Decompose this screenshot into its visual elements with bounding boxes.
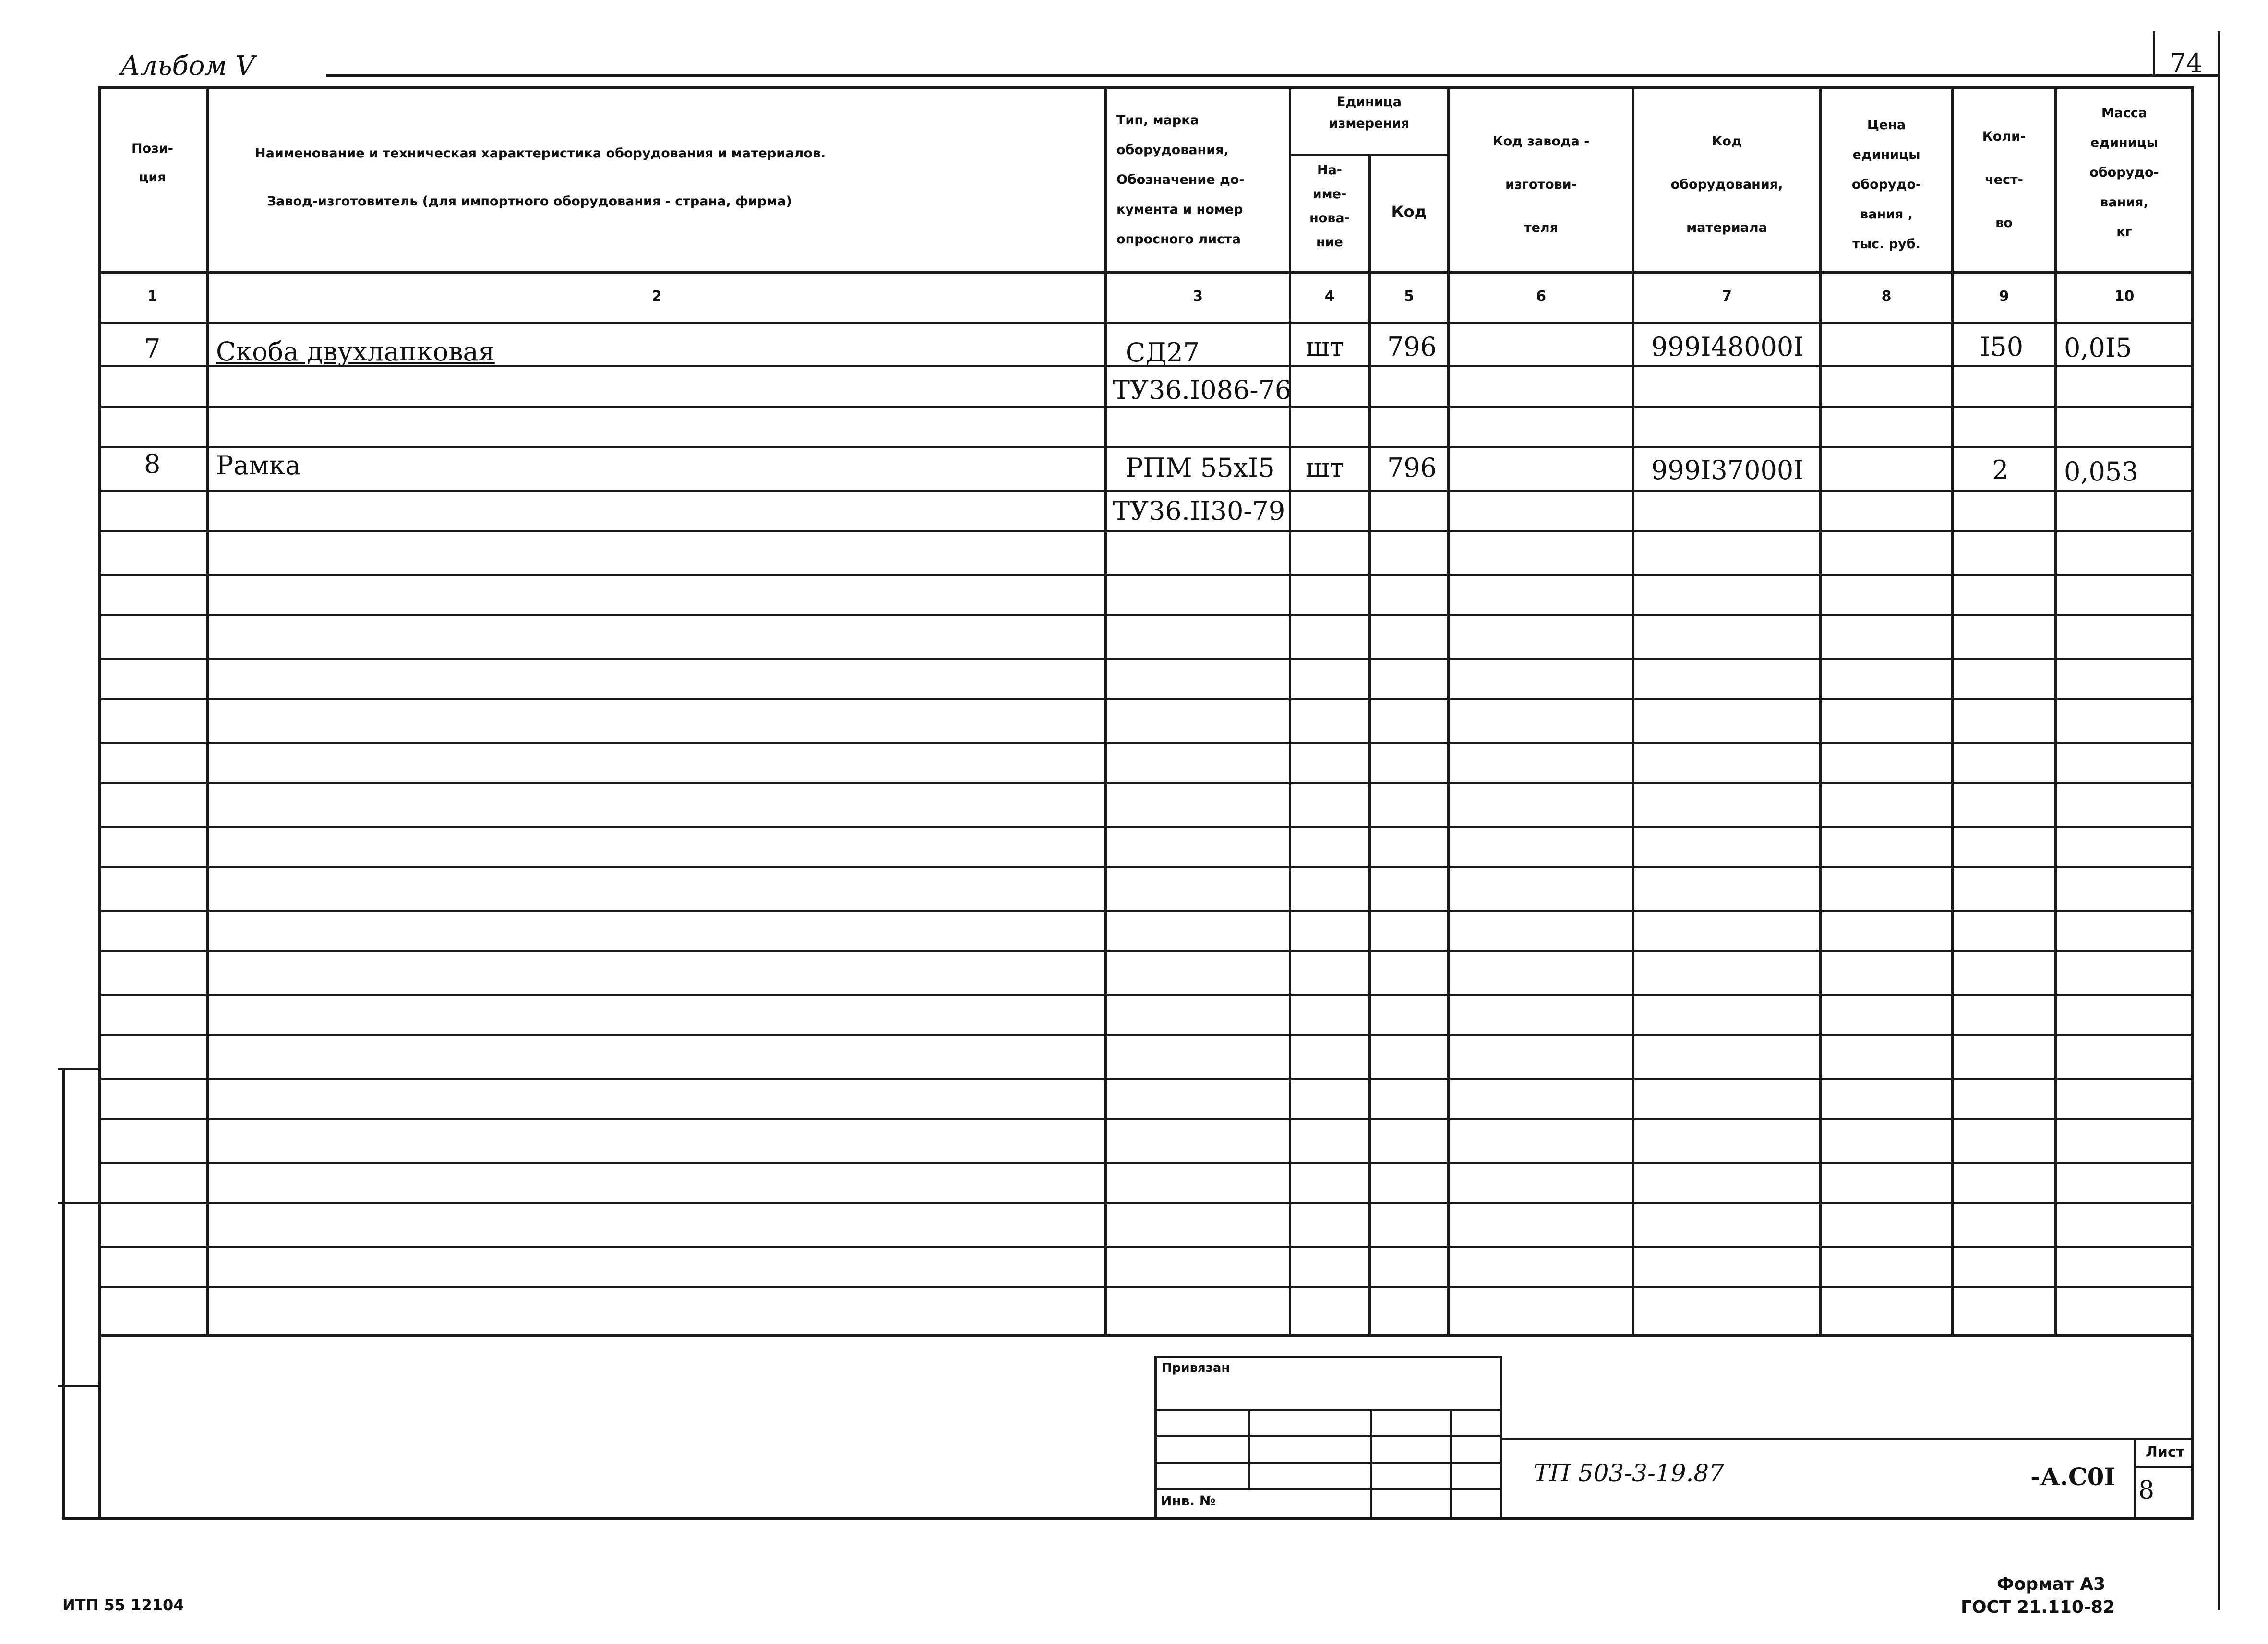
table-row-line — [98, 866, 2194, 868]
colnum-1: 1 — [147, 288, 157, 305]
attached-label: Привязан — [1162, 1361, 1230, 1375]
row-2-type: РПМ 55хI5 — [1126, 453, 1275, 483]
row-1-doc: ТУ36.I086-76 — [1113, 375, 1292, 405]
colnum-5: 5 — [1404, 288, 1414, 305]
header-unit-name: На- име- нова- ние — [1309, 163, 1350, 250]
binding-strip-tick — [58, 1068, 101, 1070]
row-2-unit-code: 796 — [1387, 453, 1437, 483]
row-1-unit-code: 796 — [1387, 332, 1437, 362]
table-row-line — [98, 658, 2194, 660]
row-2-mass: 0,053 — [2064, 456, 2138, 487]
table-row-line — [98, 910, 2194, 912]
stamp-divider — [1370, 1409, 1372, 1519]
colnum-7: 7 — [1722, 288, 1732, 305]
sheet-box-line — [2134, 1466, 2194, 1468]
frame-bottom-border — [62, 1517, 2194, 1520]
header-factory-code: Код завода - изготови- теля — [1492, 134, 1590, 235]
row-1-equipment-code: 999I48000I — [1651, 332, 1804, 362]
binding-strip-tick — [58, 1385, 101, 1387]
table-row-line — [98, 826, 2194, 828]
table-row-line — [98, 698, 2194, 700]
colnum-bottom-line — [98, 322, 2194, 324]
row-2-unit: шт — [1306, 453, 1344, 483]
row-1-quantity: I50 — [1980, 332, 2024, 362]
colnum-9: 9 — [1999, 288, 2009, 305]
colnum-10: 10 — [2114, 288, 2135, 305]
right-outer-border — [2218, 31, 2220, 1610]
header-mass: Масса единицы оборудо- вания, кг — [2089, 106, 2159, 240]
header-price: Цена единицы оборудо- вания , тыс. руб. — [1851, 118, 1921, 252]
title-block-top — [1502, 1438, 2194, 1440]
stamp-divider — [1248, 1409, 1250, 1490]
colnum-4: 4 — [1324, 288, 1335, 305]
footer-left-code: ИТП 55 12104 — [62, 1596, 184, 1614]
header-name: Наименование и техническая характеристика оборудования и материалов. Завод-изготовитель (для импортного оборудования - страна, фирма) — [255, 146, 826, 209]
header-equipment-code: Код оборудования, материала — [1670, 134, 1783, 235]
table-row-line — [98, 742, 2194, 744]
footer-gost: ГОСТ 21.110-82 — [1961, 1597, 2115, 1617]
row-2-equipment-code: 999I37000I — [1651, 455, 1804, 485]
col-divider-4 — [1368, 154, 1371, 1337]
colnum-8: 8 — [1881, 288, 1892, 305]
binding-strip-tick — [58, 1202, 101, 1204]
header-type: Тип, марка оборудования, Обозначение до- кумента и номер опросного листа — [1116, 113, 1245, 247]
row-2-position: 8 — [144, 449, 161, 479]
row-1-unit: шт — [1306, 332, 1344, 362]
table-bottom-line — [98, 1334, 2194, 1337]
table-row-line — [98, 1202, 2194, 1204]
project-code: ТП 503-3-19.87 — [1534, 1459, 1725, 1487]
row-1-mass: 0,0I5 — [2064, 333, 2132, 363]
table-row-line — [98, 1078, 2194, 1080]
footer-format: Формат А3 — [1997, 1574, 2106, 1594]
table-row-line — [98, 614, 2194, 616]
table-row-line — [98, 1246, 2194, 1248]
table-row-line — [98, 1118, 2194, 1120]
header-unit-group: Единица измерения — [1329, 95, 1410, 131]
row-2-doc: ТУ36.II30-79 — [1113, 496, 1285, 526]
row-2-name: Рамка — [216, 450, 301, 480]
header-unit-code: Код — [1391, 203, 1427, 221]
header-position: Пози- ция — [132, 141, 173, 185]
page-number-divider — [2153, 31, 2155, 77]
frame-right-border — [2191, 86, 2194, 1519]
stamp-divider — [1450, 1409, 1452, 1519]
sheet-box-divider — [2134, 1438, 2136, 1519]
sheet-number: 8 — [2138, 1476, 2155, 1505]
colnum-2: 2 — [651, 288, 662, 305]
table-row-line — [98, 530, 2194, 532]
inventory-label: Инв. № — [1161, 1493, 1216, 1509]
row-1-type: СД27 — [1126, 337, 1200, 368]
binding-strip-line — [62, 1068, 65, 1519]
header-quantity: Коли- чест- во — [1982, 129, 2026, 230]
row-2-quantity: 2 — [1992, 455, 2009, 485]
table-row-line — [98, 574, 2194, 576]
colnum-3: 3 — [1193, 288, 1203, 305]
table-row-line — [98, 490, 2194, 492]
sheet-label: Лист — [2146, 1444, 2185, 1461]
row-1-name: Скоба двухлапковая — [216, 336, 495, 367]
document-suffix: -А.С0I — [2030, 1463, 2115, 1491]
album-label: Альбом V — [120, 50, 255, 82]
unit-group-divider — [1289, 154, 1450, 156]
table-row-line — [98, 782, 2194, 784]
table-row-line — [98, 1286, 2194, 1288]
table-row-line — [98, 950, 2194, 952]
table-top-border — [98, 86, 2194, 89]
colnum-6: 6 — [1536, 288, 1546, 305]
table-row-line — [98, 1034, 2194, 1036]
row-1-position: 7 — [144, 334, 161, 364]
top-border — [326, 74, 2220, 77]
table-row-line — [98, 1162, 2194, 1164]
table-row-line — [98, 446, 2194, 448]
page-number: 74 — [2170, 48, 2203, 78]
table-row-line — [98, 994, 2194, 996]
